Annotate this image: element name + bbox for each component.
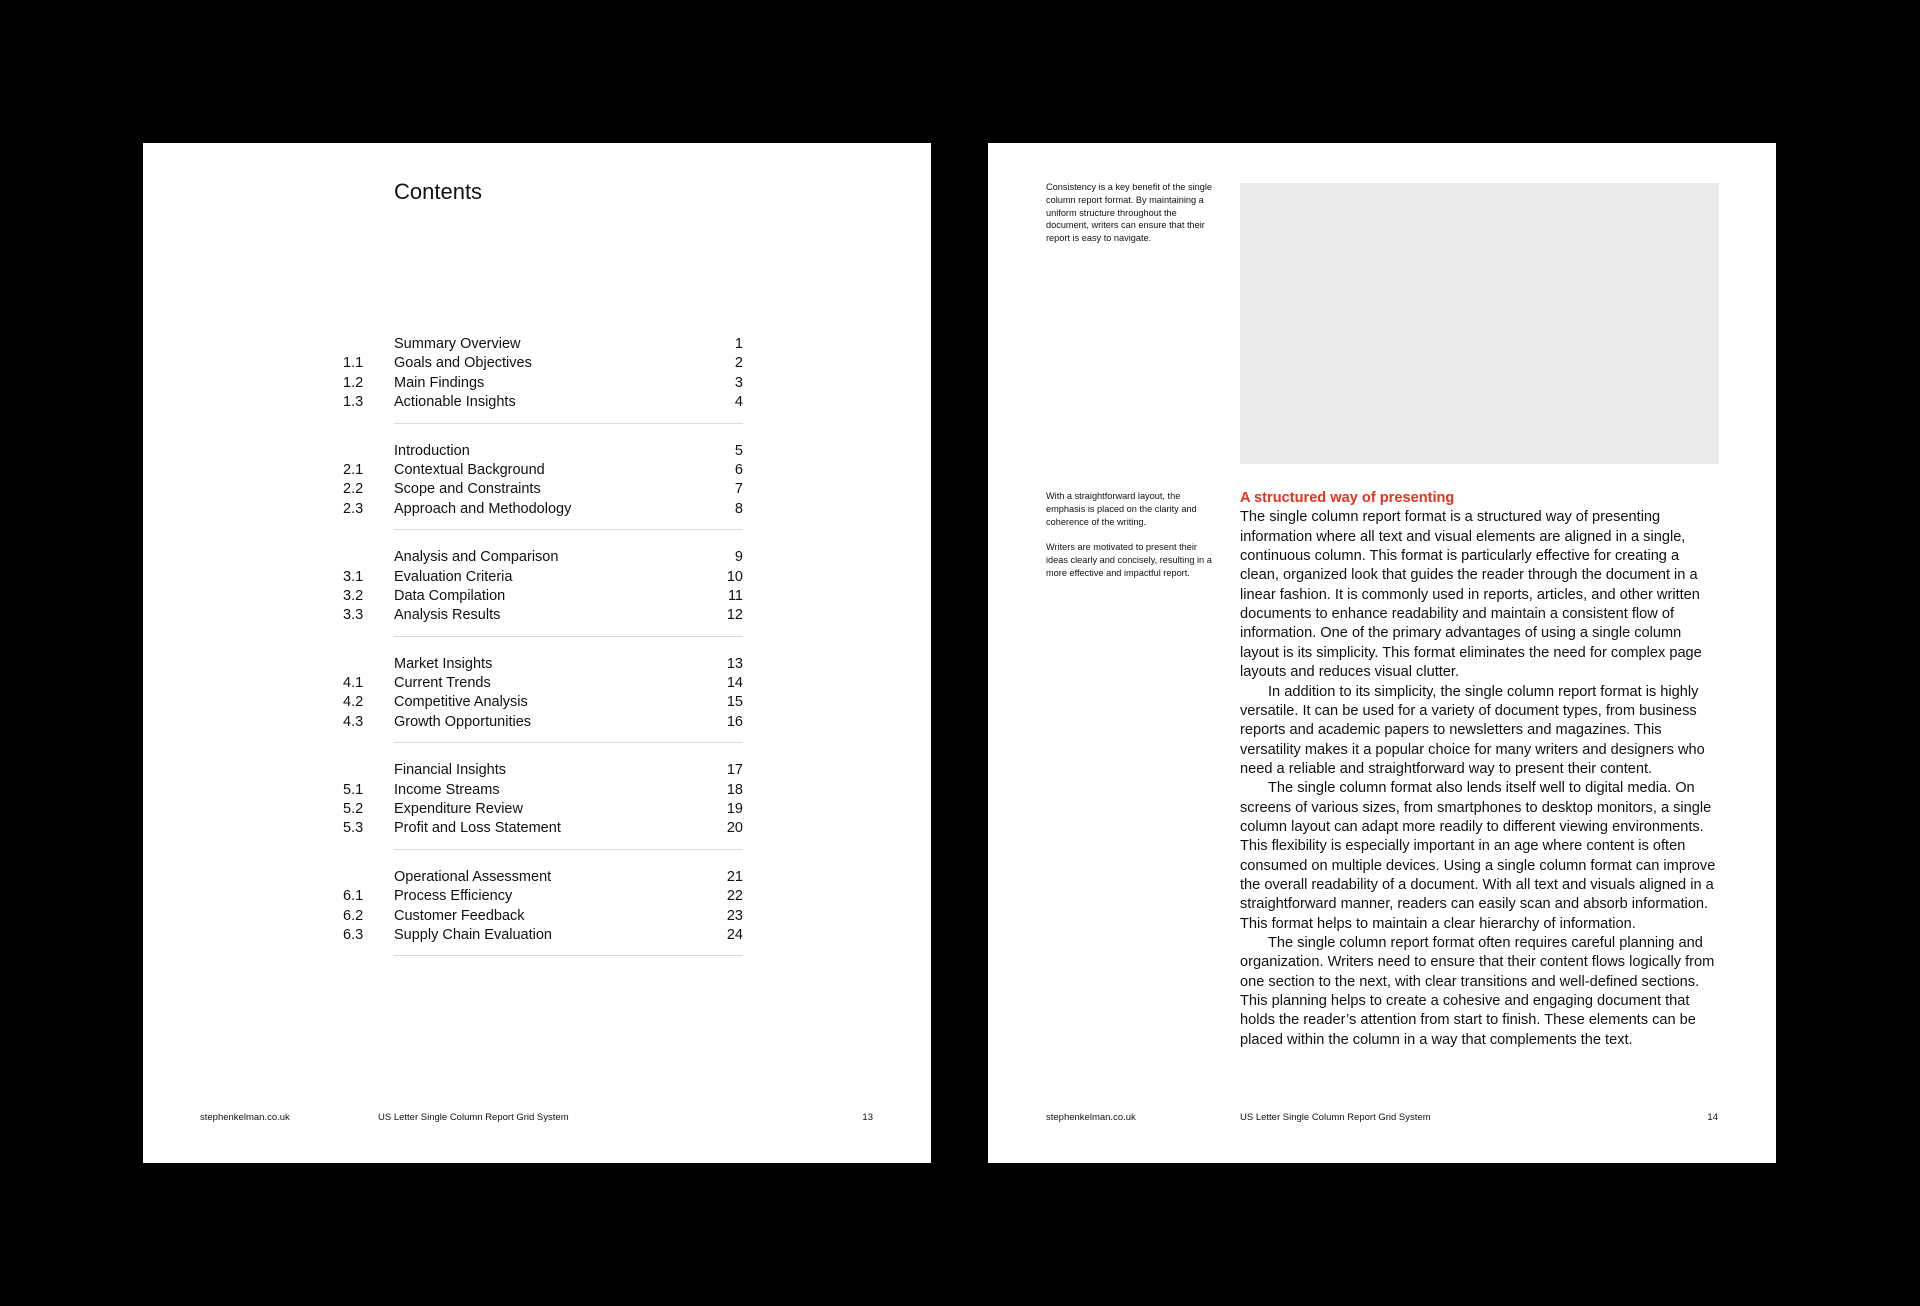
toc-section-title: Financial Insights xyxy=(394,762,507,779)
toc-item-label: Data Compilation xyxy=(394,587,506,604)
toc-item-label: Income Streams xyxy=(394,781,500,798)
footer-page-number: 14 xyxy=(1707,1112,1718,1123)
toc-item[interactable] xyxy=(343,926,743,945)
toc-section-heading[interactable] xyxy=(343,761,743,780)
toc-page-number: 11 xyxy=(727,587,743,604)
sidenote-text: Consistency is a key benefit of the single column report format. By maintaining a uniform structure throughout the document, writers can ensure that their report is easy to navigate. xyxy=(1046,182,1212,244)
toc-page-number: 19 xyxy=(726,801,743,818)
toc-item-label: Actionable Insights xyxy=(394,394,516,411)
toc-section xyxy=(343,761,743,850)
toc-item[interactable] xyxy=(343,781,743,800)
toc-page-number: 17 xyxy=(726,762,743,779)
toc-section xyxy=(343,548,743,637)
toc-item-label: Goals and Objectives xyxy=(394,355,532,372)
toc-section xyxy=(343,335,743,424)
toc-item[interactable] xyxy=(343,500,743,519)
image-placeholder xyxy=(1240,183,1719,464)
contents-page xyxy=(143,143,931,1163)
toc-page-number: 2 xyxy=(734,355,743,372)
toc-item[interactable] xyxy=(343,713,743,732)
footer-site: stephenkelman.co.uk xyxy=(200,1112,290,1123)
toc-item-number: 2.3 xyxy=(343,500,364,517)
toc-item-number: 1.3 xyxy=(343,394,364,411)
toc-item-label: Customer Feedback xyxy=(394,907,525,924)
toc-page-number: 15 xyxy=(726,694,743,711)
sidenote-text: Writers are motivated to present their ideas clearly and concisely, resulting in a more effective and impactful report. xyxy=(1046,542,1212,578)
toc-item-number: 5.1 xyxy=(343,781,364,798)
article-paragraph: The single column report format often requires careful planning and organization. Writers need to ensure that their content flows logically from one section to the next, with clear transitions and well-defined sections. This planning helps to create a cohesive and engaging document that holds the reader’s attention from start to finish. These elements can be placed within the column in a way that complements the text. xyxy=(1240,934,1715,1048)
toc-item-number: 3.3 xyxy=(343,607,364,624)
toc-item[interactable] xyxy=(343,393,743,412)
toc-page-number: 16 xyxy=(726,713,743,730)
toc-item[interactable] xyxy=(343,907,743,926)
toc-item-number: 2.1 xyxy=(343,461,364,478)
article-paragraph: The single column format also lends itself well to digital media. On screens of various sizes, from smartphones to desktop monitors, a single column layout can adapt more readily to different viewing environments. This flexibility is especially important in an age where content is often consumed on multiple devices. Using a single column format can improve the overall readability of a document. With all text and visuals aligned in a straightforward manner, readers can easily scan and absorb information. This format helps to maintain a clear hierarchy of information. xyxy=(1240,780,1716,932)
footer-doc-title: US Letter Single Column Report Grid System xyxy=(1240,1112,1431,1123)
toc-item-number: 5.3 xyxy=(343,820,364,837)
toc-item[interactable] xyxy=(343,587,743,606)
toc-section-heading[interactable] xyxy=(343,335,743,354)
toc-item-number: 6.2 xyxy=(343,907,364,924)
toc-page-number: 20 xyxy=(726,820,743,837)
toc-section xyxy=(343,655,743,744)
toc-item-number: 4.3 xyxy=(343,713,364,730)
toc-section-heading[interactable] xyxy=(343,868,743,887)
toc-item-label: Scope and Constraints xyxy=(394,481,541,498)
toc-section xyxy=(343,442,743,531)
sidenote-top xyxy=(1046,181,1216,258)
toc-page-number: 23 xyxy=(726,907,743,924)
toc-item-number: 5.2 xyxy=(343,801,364,818)
toc-page-number: 5 xyxy=(734,442,743,459)
toc-section-heading[interactable] xyxy=(343,655,743,674)
toc-item[interactable] xyxy=(343,354,743,373)
article-paragraph: The single column report format is a structured way of presenting information where all text and visual elements are aligned in a single, continuous column. This format is particularly effective for creating a clean, organized look that guides the reader through the document in a linear fashion. It is commonly used in reports, articles, and other written documents to enhance readability and maintain a consistent flow of information. One of the primary advantages of using a single column layout is its simplicity. This format eliminates the need for complex page layouts and reduces visual clutter. xyxy=(1240,509,1702,681)
toc-item-number: 6.1 xyxy=(343,888,364,905)
toc-item-label: Competitive Analysis xyxy=(394,694,528,711)
toc-item-label: Contextual Background xyxy=(394,461,545,478)
toc-section-heading[interactable] xyxy=(343,548,743,567)
toc-item-label: Main Findings xyxy=(394,374,485,391)
toc-page-number: 6 xyxy=(734,461,743,478)
toc-item[interactable] xyxy=(343,800,743,819)
toc-page-number: 12 xyxy=(726,607,743,624)
toc-item-label: Supply Chain Evaluation xyxy=(394,926,552,943)
toc-item-label: Evaluation Criteria xyxy=(394,568,513,585)
toc-section-heading[interactable] xyxy=(343,442,743,461)
toc-page-number: 24 xyxy=(726,926,743,943)
toc-section-title: Analysis and Comparison xyxy=(394,549,559,566)
toc-page-number: 7 xyxy=(734,481,743,498)
toc-item[interactable] xyxy=(343,568,743,587)
toc-page-number: 8 xyxy=(734,500,743,517)
toc-page-number: 3 xyxy=(734,374,743,391)
toc-item-label: Expenditure Review xyxy=(394,801,523,818)
toc-section-title: Market Insights xyxy=(394,655,493,672)
toc-item-number: 3.2 xyxy=(343,587,364,604)
toc-page-number: 14 xyxy=(726,675,743,692)
footer-doc-title: US Letter Single Column Report Grid System xyxy=(378,1112,569,1123)
toc-item[interactable] xyxy=(343,461,743,480)
toc-item-label: Growth Opportunities xyxy=(394,713,532,730)
toc-item[interactable] xyxy=(343,887,743,906)
toc-item[interactable] xyxy=(343,674,743,693)
toc-item-label: Analysis Results xyxy=(394,607,501,624)
toc-item-number: 4.2 xyxy=(343,694,364,711)
toc-item[interactable] xyxy=(343,819,743,838)
article-paragraph: In addition to its simplicity, the single column report format is highly versatile. It can be used for a variety of document types, from business reports and academic papers to newsletters and magazines. This versatility makes it a popular choice for many writers and designers who need a reliable and straightforward way to present their content. xyxy=(1240,683,1705,777)
article-page xyxy=(988,143,1776,1163)
toc-item[interactable] xyxy=(343,374,743,393)
toc-section-title: Introduction xyxy=(394,442,470,459)
toc-page-number: 18 xyxy=(726,781,743,798)
toc-item[interactable] xyxy=(343,693,743,712)
toc-item-number: 2.2 xyxy=(343,481,364,498)
toc-item-label: Process Efficiency xyxy=(394,888,513,905)
toc-section xyxy=(343,868,743,957)
article-heading: A structured way of presenting xyxy=(1240,490,1455,506)
toc-page-number: 21 xyxy=(726,868,743,885)
toc-item-label: Current Trends xyxy=(394,675,491,692)
sidenote-bottom xyxy=(1046,490,1216,593)
toc-item-number: 3.1 xyxy=(343,568,364,585)
article-body xyxy=(1240,489,1722,1050)
toc-page-number: 4 xyxy=(734,394,743,411)
toc-item-number: 4.1 xyxy=(343,675,364,692)
footer-site: stephenkelman.co.uk xyxy=(1046,1112,1136,1123)
toc-item-number: 6.3 xyxy=(343,926,364,943)
table-of-contents xyxy=(343,335,743,974)
toc-page-number: 22 xyxy=(726,888,743,905)
toc-page-number: 1 xyxy=(734,336,743,352)
contents-title: Contents xyxy=(394,179,483,204)
footer-page-number: 13 xyxy=(862,1112,873,1123)
toc-item-number: 1.1 xyxy=(343,355,364,372)
toc-page-number: 9 xyxy=(734,549,743,566)
sidenote-text: With a straightforward layout, the emphasis is placed on the clarity and coherence of the writing. xyxy=(1046,491,1197,527)
toc-item-label: Profit and Loss Statement xyxy=(394,820,561,837)
toc-section-title: Summary Overview xyxy=(394,336,521,352)
toc-page-number: 13 xyxy=(726,655,743,672)
toc-item[interactable] xyxy=(343,480,743,499)
toc-item[interactable] xyxy=(343,606,743,625)
toc-item-label: Approach and Methodology xyxy=(394,500,572,517)
toc-page-number: 10 xyxy=(726,568,743,585)
toc-item-number: 1.2 xyxy=(343,374,364,391)
toc-section-title: Operational Assessment xyxy=(394,868,552,885)
